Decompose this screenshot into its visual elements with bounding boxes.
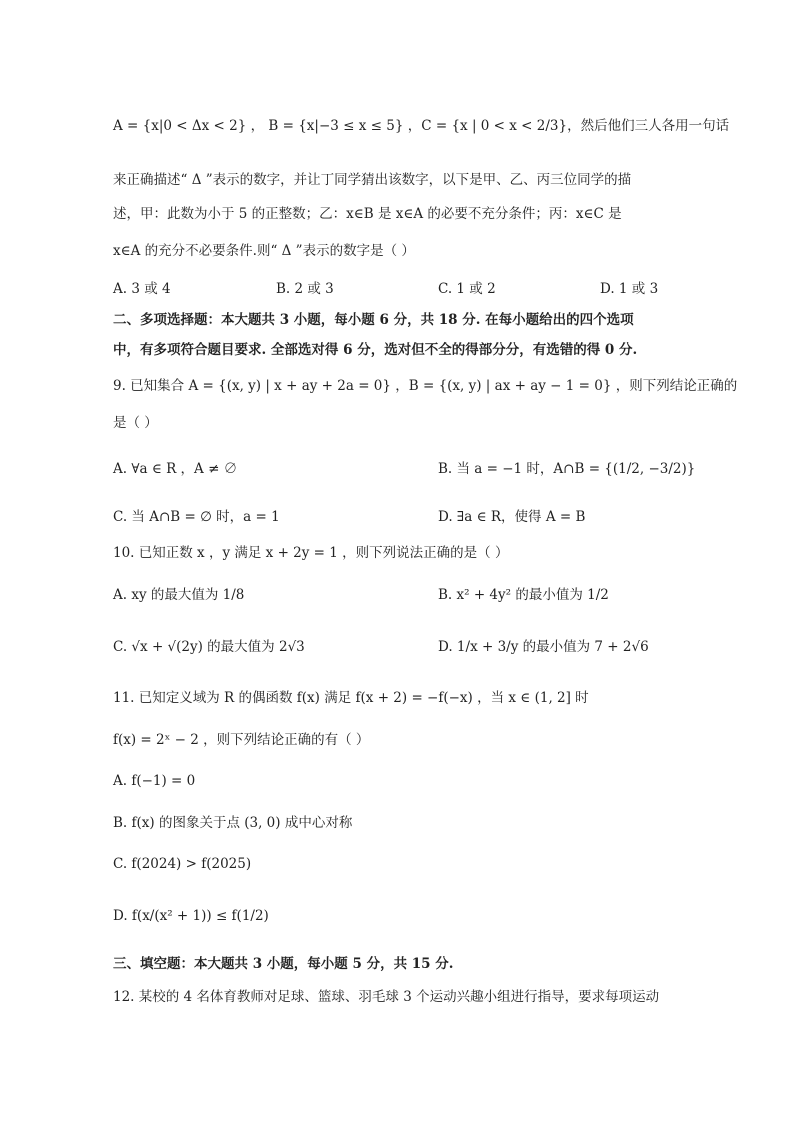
q11-option-d: D. f(x/(x² + 1)) ≤ f(1/2) <box>113 908 269 924</box>
q8-line-2: 来正确描述“ Δ ”表示的数字，并让丁同学猜出该数字，以下是甲、乙、丙三位同学的描 <box>113 172 632 188</box>
section-3-heading: 三、填空题：本大题共 3 小题，每小题 5 分，共 15 分. <box>113 956 454 972</box>
q9-option-b: B. 当 a = −1 时，A∩B = {(1/2, −3/2)} <box>438 461 696 477</box>
q8-option-c: C. 1 或 2 <box>438 281 496 297</box>
q11-option-a: A. f(−1) = 0 <box>113 773 196 789</box>
q12-stem-line-1: 12. 某校的 4 名体育教师对足球、篮球、羽毛球 3 个运动兴趣小组进行指导，要求每项运动 <box>113 989 660 1005</box>
q8-line-3: 述，甲：此数为小于 5 的正整数；乙：x∈B 是 x∈A 的必要不充分条件；丙：x∈C 是 <box>113 206 622 222</box>
q8-option-b: B. 2 或 3 <box>276 281 334 297</box>
q10-option-d: D. 1/x + 3/y 的最小值为 7 + 2√6 <box>438 639 649 655</box>
q11-option-c: C. f(2024) > f(2025) <box>113 856 252 872</box>
q9-option-c: C. 当 A∩B = ∅ 时，a = 1 <box>113 509 280 525</box>
q10-stem: 10. 已知正数 x ，y 满足 x + 2y = 1 ，则下列说法正确的是（ ） <box>113 545 509 561</box>
q9-stem-line-1: 9. 已知集合 A = {(x, y) | x + ay + 2a = 0} ，B = {(x, y) | ax + ay − 1 = 0} ，则下列结论正确的 <box>113 378 738 394</box>
q9-option-a: A. ∀a ∈ R ，A ≠ ∅ <box>113 461 238 477</box>
q8-option-d: D. 1 或 3 <box>600 281 659 297</box>
section-2-heading-line-2: 中，有多项符合题目要求. 全部选对得 6 分，选对但不全的得部分分，有选错的得 0 分. <box>113 342 638 358</box>
q8-option-a: A. 3 或 4 <box>113 281 171 297</box>
q9-stem-line-2: 是（ ） <box>113 415 158 431</box>
q10-option-a: A. xy 的最大值为 1/8 <box>113 587 245 603</box>
q8-line-4: x∈A 的充分不必要条件.则“ Δ ”表示的数字是（ ） <box>113 243 415 259</box>
q11-option-b: B. f(x) 的图象关于点 (3, 0) 成中心对称 <box>113 815 353 831</box>
q11-stem-line-1: 11. 已知定义域为 R 的偶函数 f(x) 满足 f(x + 2) = −f(−x) ，当 x ∈ (1, 2] 时 <box>113 690 589 706</box>
section-2-heading-line-1: 二、多项选择题：本大题共 3 小题，每小题 6 分，共 18 分. 在每小题给出的四个选项 <box>113 312 634 328</box>
q10-option-b: B. x² + 4y² 的最小值为 1/2 <box>438 587 609 603</box>
q8-line-1: A = {x|0 < Δx < 2} ， B = {x|−3 ≤ x ≤ 5} ，C = {x | 0 < x < 2/3}，然后他们三人各用一句话 <box>113 118 730 134</box>
q9-option-d: D. ∃a ∈ R，使得 A = B <box>438 509 586 525</box>
q11-stem-line-2: f(x) = 2ˣ − 2 ，则下列结论正确的有（ ） <box>113 732 370 748</box>
q10-option-c: C. √x + √(2y) 的最大值为 2√3 <box>113 639 305 655</box>
